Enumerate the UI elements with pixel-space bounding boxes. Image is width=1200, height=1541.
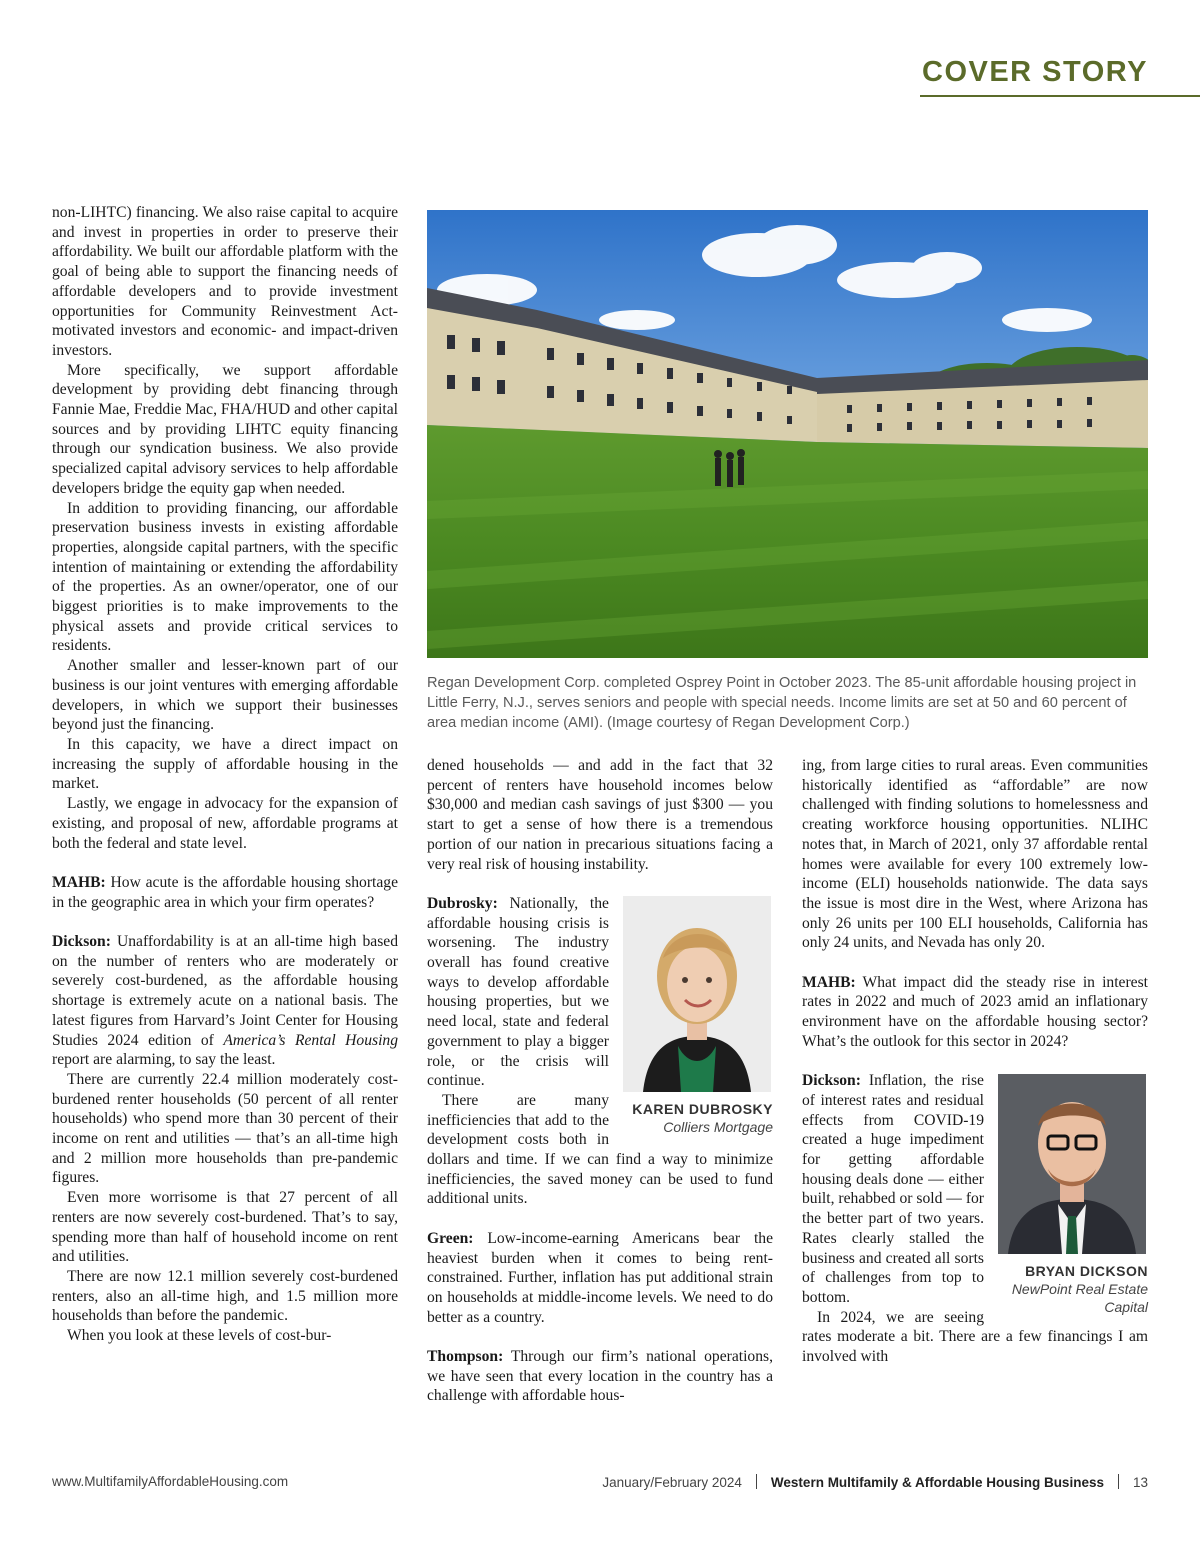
report-title: America’s Rental Housing <box>223 1031 399 1049</box>
answer-text: Low-income-earning Americans bear the heaviest burden when it comes to being rent-constrained. Further, inflation has put additional strain on households at middle-income levels. We need to do better as a country. <box>427 1229 773 1326</box>
footer-divider <box>756 1474 757 1489</box>
article-column-3 <box>802 756 1148 1367</box>
answer-text: report are alarming, to say the least. <box>52 1051 276 1069</box>
portrait-bryan-dickson <box>998 1074 1148 1316</box>
answer-text: Unaffordability is at an all-time high based on the number of renters who are moderately or severely cost-burdened, as the affordable housing shortage is extremely acute on a national basis. The latest figures from Harvard’s Joint Center for Housing Studies 2024 edition of <box>52 932 398 1049</box>
answer-text: Nationally, the affordable housing crisis is worsening. The industry overall has found creative ways to develop affordable housing properties, but we need local, state and federal government to play a bigger role, or the crisis will continue. <box>427 894 609 1090</box>
portrait-company: NewPoint Real Estate Capital <box>1011 1280 1148 1315</box>
answer-text: Inflation, the rise of interest rates and residual effects from COVID-19 created a huge impediment for getting affordable housing deals done — either built, rehabbed or sold — for the better part of two years. Rates clearly stalled the business and created all sorts of challenges from top to bottom. <box>802 1072 984 1306</box>
issue-date: January/February 2024 <box>602 1475 742 1490</box>
headshot-photo <box>623 896 771 1092</box>
speaker-label: Green: <box>427 1229 474 1247</box>
paragraph: Even more worrisome is that 27 percent of all renters are now severely cost-burdened. That’s to say, spending more than half of household income on rent and utilities. <box>52 1189 398 1266</box>
section-title: COVER STORY <box>922 56 1148 88</box>
bryan-dickson-headshot <box>998 1074 1146 1254</box>
paragraph: In this capacity, we have a direct impact on increasing the supply of affordable housing in the market. <box>52 735 398 793</box>
paragraph: When you look at these levels of cost-bur- <box>67 1327 332 1345</box>
answer <box>427 1229 773 1328</box>
answer <box>427 1347 773 1406</box>
paragraph: Another smaller and lesser-known part of our business is our joint ventures with emerging affordable developers, in which we support their businesses beyond just the financing. <box>52 657 398 734</box>
portrait-karen-dubrosky <box>623 896 773 1136</box>
feature-photo <box>427 210 1148 658</box>
question <box>802 973 1148 1052</box>
photo-caption: Regan Development Corp. completed Osprey Point in October 2023. The 85-unit affordable housing project in Little Ferry, N.J., serves seniors and people with special needs. Income limits are set at 50 and 60 percent of area median income (AMI). (Image courtesy of Regan Development Corp.) <box>427 675 1137 731</box>
section-rule <box>920 95 1200 97</box>
speaker-label: Dubrosky: <box>427 894 498 912</box>
speaker-label: MAHB: <box>52 873 106 891</box>
footer-publication-info <box>602 1474 1148 1490</box>
speaker-label: Dickson: <box>802 1072 861 1090</box>
headshot-photo <box>998 1074 1146 1254</box>
question <box>52 873 398 912</box>
question-text: How acute is the affordable housing shortage in the geographic area in which your firm operates? <box>52 873 398 911</box>
karen-dubrosky-headshot <box>623 896 771 1092</box>
paragraph: non-LIHTC) financing. We also raise capital to acquire and invest in properties in order to preserve their affordability. We built our affordable platform with the goal of being able to support the financing needs of affordable developers and to provide investment opportunities for Community Reinvestment Act-motivated investors and economic- and impact-driven investors. <box>52 204 398 359</box>
paragraph: In 2024, we are seeing rates moderate a bit. There are a few financings I am involved with <box>802 1308 1148 1366</box>
answer <box>52 932 398 1070</box>
paragraph: There are many inefficiencies that add to the development costs both in dollars and time. If we can find a way to minimize inefficiencies, the saved money can be used to fund additional units. <box>427 1091 773 1208</box>
portrait-name: KAREN DUBROSKY <box>632 1101 773 1118</box>
paragraph: More specifically, we support affordable development by providing debt financing through Fannie Mae, Freddie Mac, FHA/HUD and other capital sources and by providing LIHTC equity financing through our syndication business. We also provide specialized capital advisory services to help affordable developers bridge the equity gap when needed. <box>52 361 399 497</box>
question-text: What impact did the steady rise in interest rates in 2022 and much of 2023 amid an inflationary environment have on the affordable housing sector? What’s the outlook for this sector in 2024? <box>802 973 1148 1050</box>
answer-text: Through our firm’s national operations, we have seen that every location in the country has a challenge with affordable hous- <box>427 1348 773 1405</box>
speaker-label: Dickson: <box>52 932 111 950</box>
paragraph: dened households — and add in the fact that 32 percent of renters have household incomes below $30,000 and median cash savings of just $300 — you start to get a sense of how there is a tremendous portion of our nation in precarious situations facing a very real risk of housing instability. <box>427 757 773 873</box>
osprey-point-building-image <box>427 210 1148 658</box>
paragraph: ing, from large cities to rural areas. Even communities historically identified as “affordable” are now challenged with finding solutions to homelessness and creating workforce housing opportunities. NLIHC notes that, in March of 2021, only 37 affordable rental homes were available for every 100 extremely low-income (ELI) households nationwide. The data says the issue is most dire in the West, where Arizona has only 26 units per 100 ELI households, California has only 24 units, and Nevada has only 20. <box>802 757 1148 952</box>
article-column-1 <box>52 203 398 1346</box>
paragraph: In addition to providing financing, our affordable preservation business invests in existing affordable properties, alongside capital partners, with the specific intention of maintaining or extending the affordability of the properties. As an owner/operator, one of our biggest priorities is to make improvements to the physical assets and provide critical services to residents. <box>52 499 398 655</box>
speaker-label: Thompson: <box>427 1348 504 1366</box>
footer-divider <box>1118 1474 1119 1489</box>
paragraph: There are now 12.1 million severely cost-burdened renters, also an all-time high, and 1.5 million more households than before the pandemic. <box>52 1267 398 1325</box>
page-number: 13 <box>1132 1475 1148 1490</box>
speaker-label: MAHB: <box>802 973 856 991</box>
article-column-2 <box>427 756 773 1406</box>
publication-name: Western Multifamily & Affordable Housing Business <box>770 1475 1104 1490</box>
portrait-name: BRYAN DICKSON <box>1025 1262 1148 1279</box>
paragraph: Lastly, we engage in advocacy for the expansion of existing, and proposal of new, affordable programs at both the federal and state level. <box>52 795 398 852</box>
footer-website: www.MultifamilyAffordableHousing.com <box>52 1474 289 1489</box>
portrait-company: Colliers Mortgage <box>663 1119 773 1136</box>
paragraph: There are currently 22.4 million moderately cost-burdened renter households (50 percent of all renter households) who spend more than 30 percent of their income on rent and utilities — that’s an all-time high and 2 million more households than pre-pandemic figures. <box>52 1070 398 1187</box>
